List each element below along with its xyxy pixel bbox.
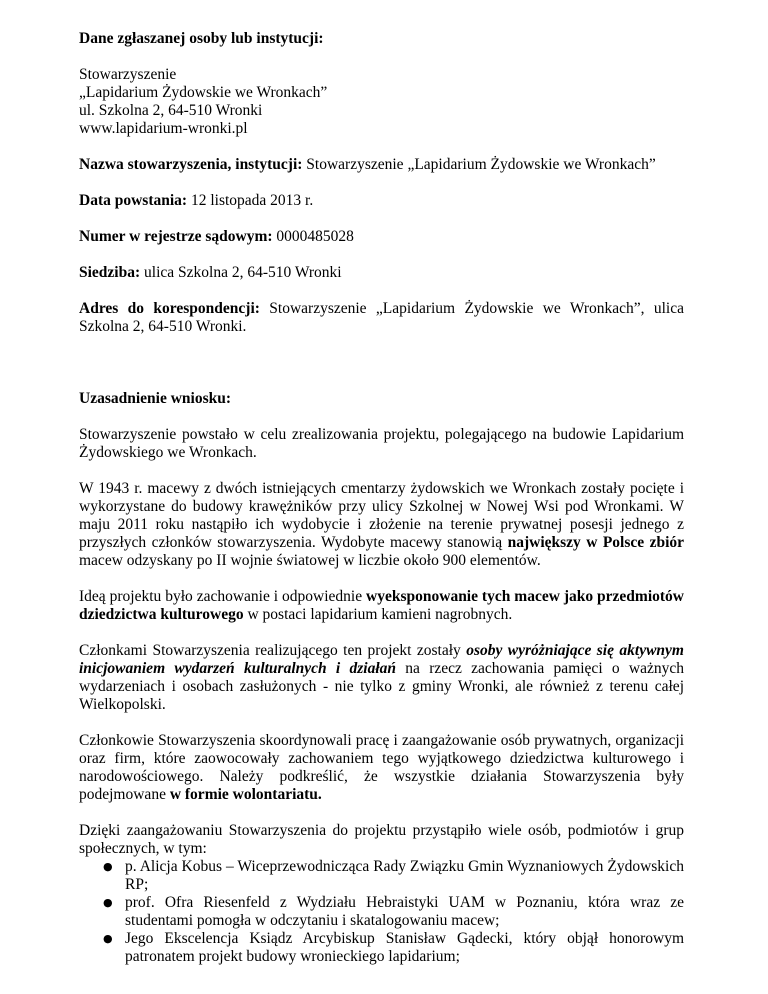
field-label: Numer w rejestrze sądowym: [79, 228, 273, 245]
list-item-text: prof. Ofra Riesenfeld z Wydziału Hebraistyki UAM w Poznaniu, która wraz ze studentami pomogła w odczytaniu i skatalogowaniu macew; [125, 894, 684, 929]
field-seat [79, 264, 684, 282]
supporters-list [79, 858, 684, 966]
list-item [79, 858, 684, 894]
field-value: Stowarzyszenie „Lapidarium Żydowskie we Wronkach”, ulica Szkolna 2, 64-510 Wronki. [79, 300, 685, 335]
bold-text: największy w Polsce zbiór [507, 534, 685, 551]
text-run: Członkowie Stowarzyszenia skoordynowali pracę i zaangażowanie osób prywatnych, organizacji oraz firm, które zaowocowały zachowaniem tego wyjątkowego dziedzictwa kulturowego i narodowościowego. Należy podkreślić, że wszystkie działania Stowarzyszenia były podejmowane [79, 732, 684, 803]
text-run: w postaci lapidarium kamieni nagrobnych. [243, 606, 513, 623]
bold-italic-text: osoby wyróżniające się aktywnym inicjowaniem wydarzeń kulturalnych i działań [79, 642, 684, 677]
paragraph [79, 588, 684, 624]
paragraph: Dzięki zaangażowaniu Stowarzyszenia do projektu przystąpiło wiele osób, podmiotów i grup społecznych, w tym: [79, 822, 684, 857]
field-mail-address [79, 300, 684, 336]
list-item [79, 894, 684, 930]
paragraph: Stowarzyszenie powstało w celu zrealizowania projektu, polegającego na budowie Lapidarium Żydowskiego we Wronkach. [79, 426, 684, 461]
address-line: Stowarzyszenie [79, 66, 177, 83]
bullet-icon: ● [103, 896, 113, 909]
field-label: Siedziba: [79, 264, 141, 281]
section-title-justification: Uzasadnienie wniosku: [79, 390, 232, 407]
field-value: Stowarzyszenie „Lapidarium Żydowskie we Wronkach” [302, 156, 656, 173]
field-name [79, 156, 684, 174]
text-run: macew odzyskany po II wojnie światowej w liczbie około 900 elementów. [79, 552, 541, 569]
address-line: ul. Szkolna 2, 64-510 Wronki [79, 102, 263, 119]
section-title-applicant: Dane zgłaszanej osoby lub instytucji: [79, 30, 324, 47]
website-link[interactable]: www.lapidarium-wronki.pl [79, 120, 248, 137]
text-run: Ideą projektu było zachowanie i odpowiednie [79, 588, 367, 605]
list-item [79, 930, 684, 966]
bold-text: wyeksponowanie tych macew jako przedmiotów dziedzictwa kulturowego [79, 588, 685, 623]
bold-text: w formie wolontariatu. [169, 786, 322, 803]
paragraph [79, 642, 684, 714]
paragraph [79, 480, 684, 570]
text-run: W 1943 r. macewy z dwóch istniejących cmentarzy żydowskich we Wronkach zostały pocięte i wykorzystane do budowy krawężników przy ulicy Szkolnej w Nowej Wsi pod Wronkami. W maju 2011 roku nastąpiło ich wydobycie i złożenie na terenie prywatnej posesji jednego z przyszłych członków stowarzyszenia. Wydobyte macewy stanowią [79, 480, 684, 551]
text-run: Członkami Stowarzyszenia realizującego ten projekt zostały [79, 642, 467, 659]
bullet-icon: ● [103, 932, 113, 945]
field-label: Adres do korespondencji: [79, 300, 260, 317]
paragraph [79, 732, 684, 804]
field-date [79, 192, 684, 210]
text-run: na rzecz zachowania pamięci o ważnych wydarzeniach i osobach zasłużonych - nie tylko z gminy Wronki, ale również z terenu całej Wielkopolski. [79, 660, 684, 713]
address-block [79, 66, 684, 138]
field-label: Nazwa stowarzyszenia, instytucji: [79, 156, 303, 173]
field-court-register [79, 228, 684, 246]
list-item-text: Jego Ekscelencja Ksiądz Arcybiskup Stanisław Gądecki, który objął honorowym patronatem projekt budowy wronieckiego lapidarium; [125, 930, 684, 965]
address-line: „Lapidarium Żydowskie we Wronkach” [79, 84, 328, 101]
list-item-text: p. Alicja Kobus – Wiceprzewodnicząca Rady Związku Gmin Wyznaniowych Żydowskich RP; [125, 858, 684, 893]
field-value: 0000485028 [272, 228, 354, 245]
spacer [79, 354, 684, 390]
field-value: 12 listopada 2013 r. [187, 192, 314, 209]
bullet-icon: ● [103, 860, 113, 873]
field-label: Data powstania: [79, 192, 188, 209]
field-value: ulica Szkolna 2, 64-510 Wronki [140, 264, 342, 281]
